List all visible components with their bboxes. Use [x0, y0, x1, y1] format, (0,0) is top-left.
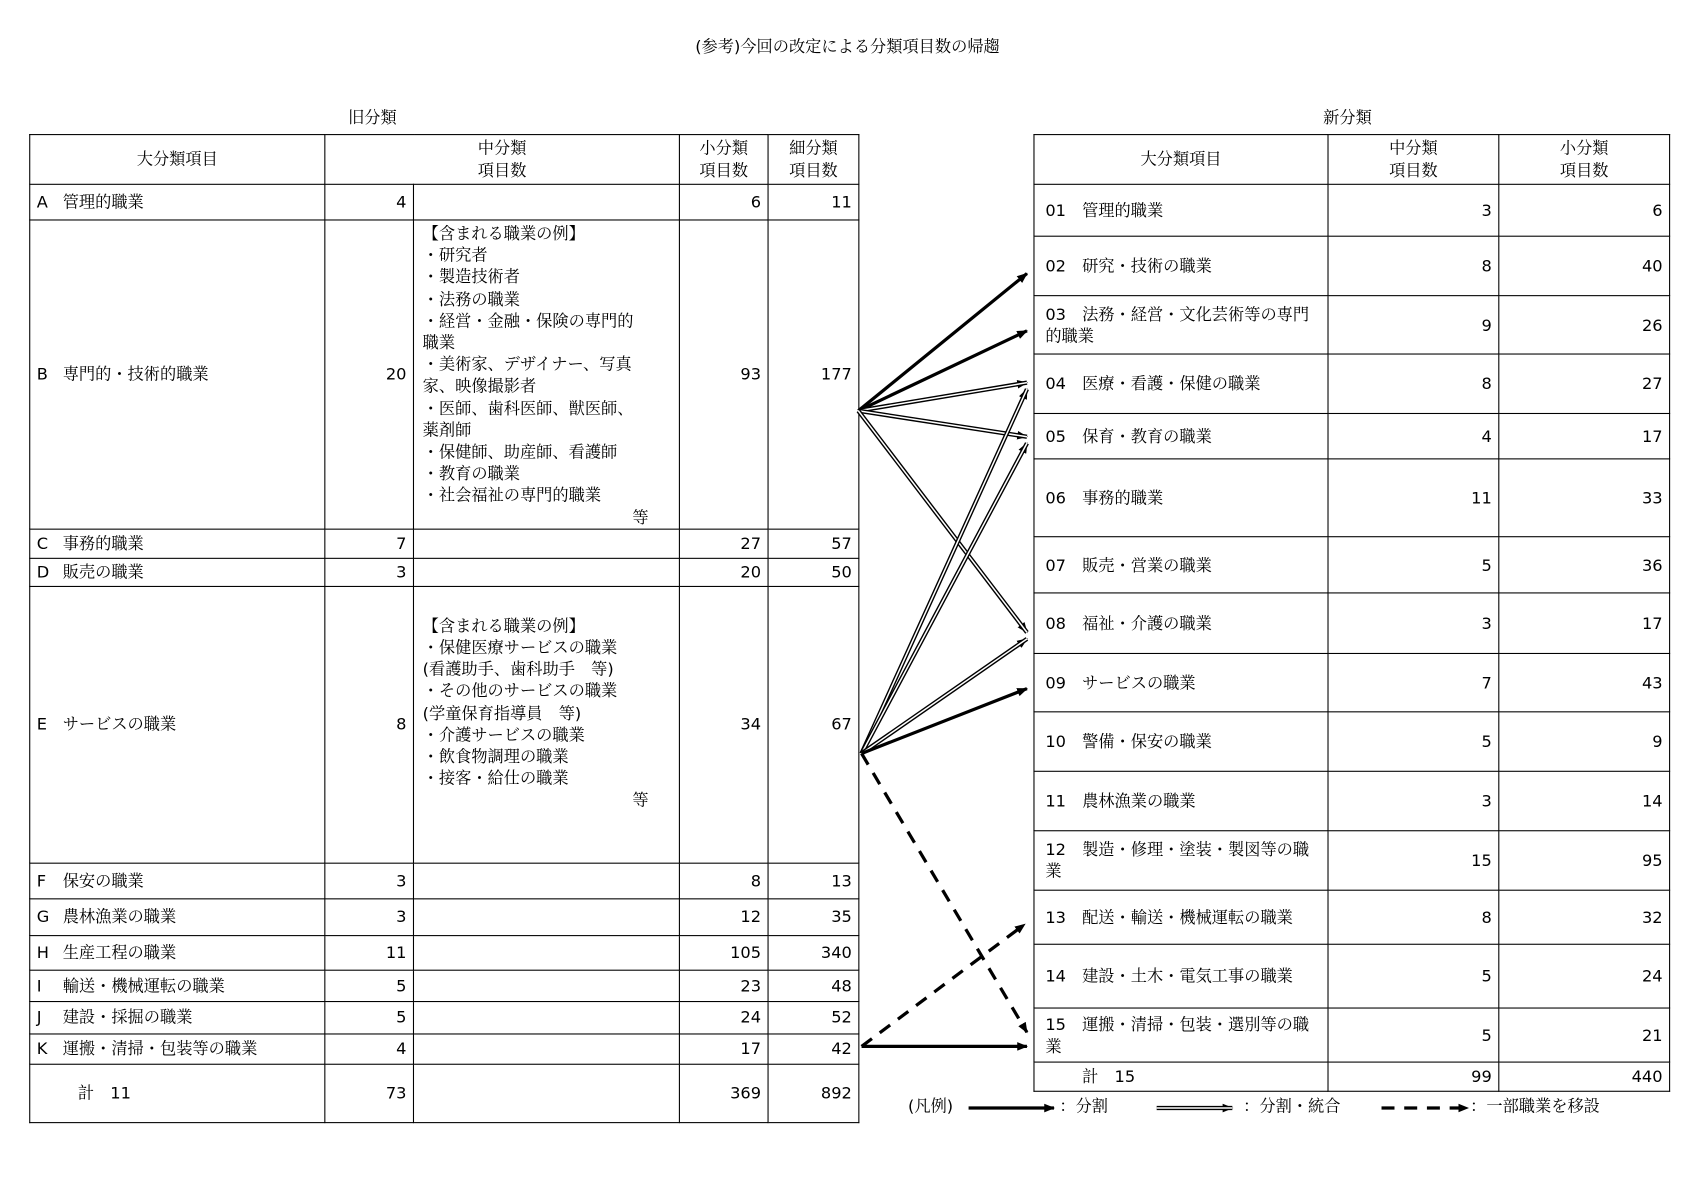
major-category: 08 福祉・介護の職業: [1034, 593, 1328, 654]
mid-count: 7: [1328, 653, 1499, 711]
major-category: 06 事務的職業: [1034, 459, 1328, 537]
minor-count: 6: [1499, 184, 1670, 236]
major-category: 05 保育・教育の職業: [1034, 413, 1328, 458]
major-category: 03 法務・経営・文化芸術等の専門的職業: [1034, 296, 1328, 354]
example-line: ・美術家、デザイナー、写真: [422, 354, 632, 375]
minor-count: 24: [679, 1001, 768, 1033]
mid-count: 8: [1328, 890, 1499, 944]
mid-count: 11: [325, 935, 414, 970]
total-label: 計 11: [30, 1064, 325, 1122]
major-category: A 管理的職業: [30, 184, 325, 220]
mid-count: 5: [1328, 944, 1499, 1008]
example-line: ・保健医療サービスの職業: [422, 637, 618, 658]
mid-count: 7: [325, 529, 414, 558]
arrow-K-to-13: [862, 924, 1025, 1046]
example-line: 【含まれる職業の例】: [422, 223, 585, 244]
example-line: ・飲食物調理の職業: [422, 747, 569, 767]
header-mid: 中分類 項目数: [325, 135, 680, 185]
minor-count: 21: [1499, 1008, 1670, 1062]
minor-count: 9: [1499, 712, 1670, 771]
major-category: I 輸送・機械運転の職業: [30, 970, 325, 1001]
example-line: (看護助手、歯科助手 等): [422, 659, 614, 680]
mid-count: 3: [325, 558, 414, 586]
legend-split-label: ：分割: [1059, 1096, 1109, 1116]
mid-count: 3: [325, 899, 414, 936]
minor-count: 93: [679, 220, 768, 529]
detail-count: 50: [768, 558, 859, 586]
example-line: 家、映像撮影者: [422, 376, 537, 397]
mid-count: 5: [325, 970, 414, 1001]
major-category: H 生産工程の職業: [30, 935, 325, 970]
mid-count: 8: [325, 586, 414, 863]
minor-count: 17: [1499, 593, 1670, 654]
major-category: K 運搬・清掃・包装等の職業: [30, 1034, 325, 1064]
mid-count: 5: [325, 1001, 414, 1033]
mid-count: 3: [1328, 184, 1499, 236]
minor-count: 17: [679, 1034, 768, 1064]
example-line: ・教育の職業: [422, 464, 520, 484]
detail-count: 177: [768, 220, 859, 529]
minor-count: 20: [679, 558, 768, 586]
total-minor: 440: [1499, 1062, 1670, 1091]
header-minor: 小分類 項目数: [1499, 135, 1670, 185]
major-category: F 保安の職業: [30, 863, 325, 899]
total-detail: 892: [768, 1064, 859, 1122]
minor-count: 17: [1499, 413, 1670, 458]
example-line: 等: [632, 790, 649, 811]
total-label: 計 15: [1034, 1062, 1328, 1091]
example-line: ・経営・金融・保険の専門的: [422, 311, 634, 331]
example-line: 薬剤師: [422, 420, 472, 440]
mid-count: 5: [1328, 712, 1499, 771]
detail-count: 13: [768, 863, 859, 899]
minor-count: 40: [1499, 236, 1670, 295]
example-line: ・介護サービスの職業: [422, 725, 585, 745]
minor-count: 95: [1499, 831, 1670, 890]
legend-split-merge-label: ：分割・統合: [1243, 1096, 1341, 1116]
legend-partial-move-label: ：一部職業を移設: [1470, 1096, 1600, 1116]
example-line: 等: [632, 507, 649, 528]
example-line: 【含まれる職業の例】: [422, 616, 585, 636]
minor-count: 43: [1499, 653, 1670, 711]
example-line: ・保健師、助産師、看護師: [422, 442, 618, 462]
mid-count: 3: [1328, 593, 1499, 654]
header-minor: 小分類 項目数: [679, 135, 768, 185]
major-category: 02 研究・技術の職業: [1034, 236, 1328, 295]
example-line: (学童保育指導員 等): [422, 703, 582, 723]
example-line: ・接客・給仕の職業: [422, 768, 569, 789]
example-line: ・法務の職業: [422, 289, 520, 309]
major-category: 07 販売・営業の職業: [1034, 537, 1328, 593]
major-category: 09 サービスの職業: [1034, 653, 1328, 711]
major-category: C 事務的職業: [30, 529, 325, 558]
total-minor: 369: [679, 1064, 768, 1122]
minor-count: 6: [679, 184, 768, 220]
header-detail: 細分類 項目数: [768, 135, 859, 185]
legend-label: (凡例): [908, 1096, 954, 1116]
mid-count: 3: [325, 863, 414, 899]
detail-count: 48: [768, 970, 859, 1001]
major-category: D 販売の職業: [30, 558, 325, 586]
mid-count: 20: [325, 220, 414, 529]
minor-count: 8: [679, 863, 768, 899]
old-classification-caption: 旧分類: [348, 108, 397, 128]
mid-count: 9: [1328, 296, 1499, 354]
header-major: 大分類項目: [1034, 135, 1328, 185]
example-line: ・その他のサービスの職業: [422, 681, 618, 701]
example-line: ・研究者: [422, 245, 488, 266]
total-mid: 73: [325, 1064, 414, 1122]
mid-count: 4: [325, 1034, 414, 1064]
mid-count: 5: [1328, 1008, 1499, 1062]
mid-count: 5: [1328, 537, 1499, 593]
major-category: 04 医療・看護・保健の職業: [1034, 354, 1328, 413]
major-category: 13 配送・輸送・機械運転の職業: [1034, 890, 1328, 944]
minor-count: 26: [1499, 296, 1670, 354]
detail-count: 42: [768, 1034, 859, 1064]
minor-count: 14: [1499, 771, 1670, 830]
major-category: 01 管理的職業: [1034, 184, 1328, 236]
mid-count: 8: [1328, 354, 1499, 413]
example-line: ・製造技術者: [422, 267, 520, 287]
mid-count: 4: [325, 184, 414, 220]
header-major: 大分類項目: [30, 135, 325, 185]
minor-count: 32: [1499, 890, 1670, 944]
major-category: 10 警備・保安の職業: [1034, 712, 1328, 771]
minor-count: 27: [1499, 354, 1670, 413]
detail-count: 57: [768, 529, 859, 558]
detail-count: 67: [768, 586, 859, 863]
mid-count: 11: [1328, 459, 1499, 537]
new-classification-caption: 新分類: [1323, 108, 1372, 128]
mid-count: 3: [1328, 771, 1499, 830]
arrow-B-to-05: [858, 411, 1027, 437]
detail-count: 35: [768, 899, 859, 936]
mid-count: 15: [1328, 831, 1499, 890]
arrow-B-to-04: [858, 383, 1027, 411]
major-category: 15 運搬・清掃・包装・選別等の職業: [1034, 1008, 1328, 1062]
page-title: (参考)今回の改定による分類項目数の帰趨: [695, 36, 1000, 57]
header-mid: 中分類 項目数: [1328, 135, 1499, 185]
minor-count: 27: [679, 529, 768, 558]
total-mid: 99: [1328, 1062, 1499, 1091]
major-category: G 農林漁業の職業: [30, 899, 325, 936]
detail-count: 11: [768, 184, 859, 220]
mid-count: 4: [1328, 413, 1499, 458]
example-line: 職業: [422, 332, 456, 353]
arrow-E-to-15: [862, 753, 1027, 1032]
detail-count: 340: [768, 935, 859, 970]
minor-count: 12: [679, 899, 768, 936]
minor-count: 23: [679, 970, 768, 1001]
example-line: ・医師、歯科医師、獣医師、: [422, 398, 634, 418]
major-category: B 専門的・技術的職業: [30, 220, 325, 529]
major-category: E サービスの職業: [30, 586, 325, 863]
mid-count: 8: [1328, 236, 1499, 295]
major-category: 14 建設・土木・電気工事の職業: [1034, 944, 1328, 1008]
major-category: 12 製造・修理・塗装・製図等の職業: [1034, 831, 1328, 890]
minor-count: 24: [1499, 944, 1670, 1008]
minor-count: 36: [1499, 537, 1670, 593]
minor-count: 34: [679, 586, 768, 863]
minor-count: 33: [1499, 459, 1670, 537]
minor-count: 105: [679, 935, 768, 970]
example-line: ・社会福祉の専門的職業: [422, 485, 602, 506]
major-category: 11 農林漁業の職業: [1034, 771, 1328, 830]
major-category: J 建設・採掘の職業: [30, 1001, 325, 1033]
detail-count: 52: [768, 1001, 859, 1033]
